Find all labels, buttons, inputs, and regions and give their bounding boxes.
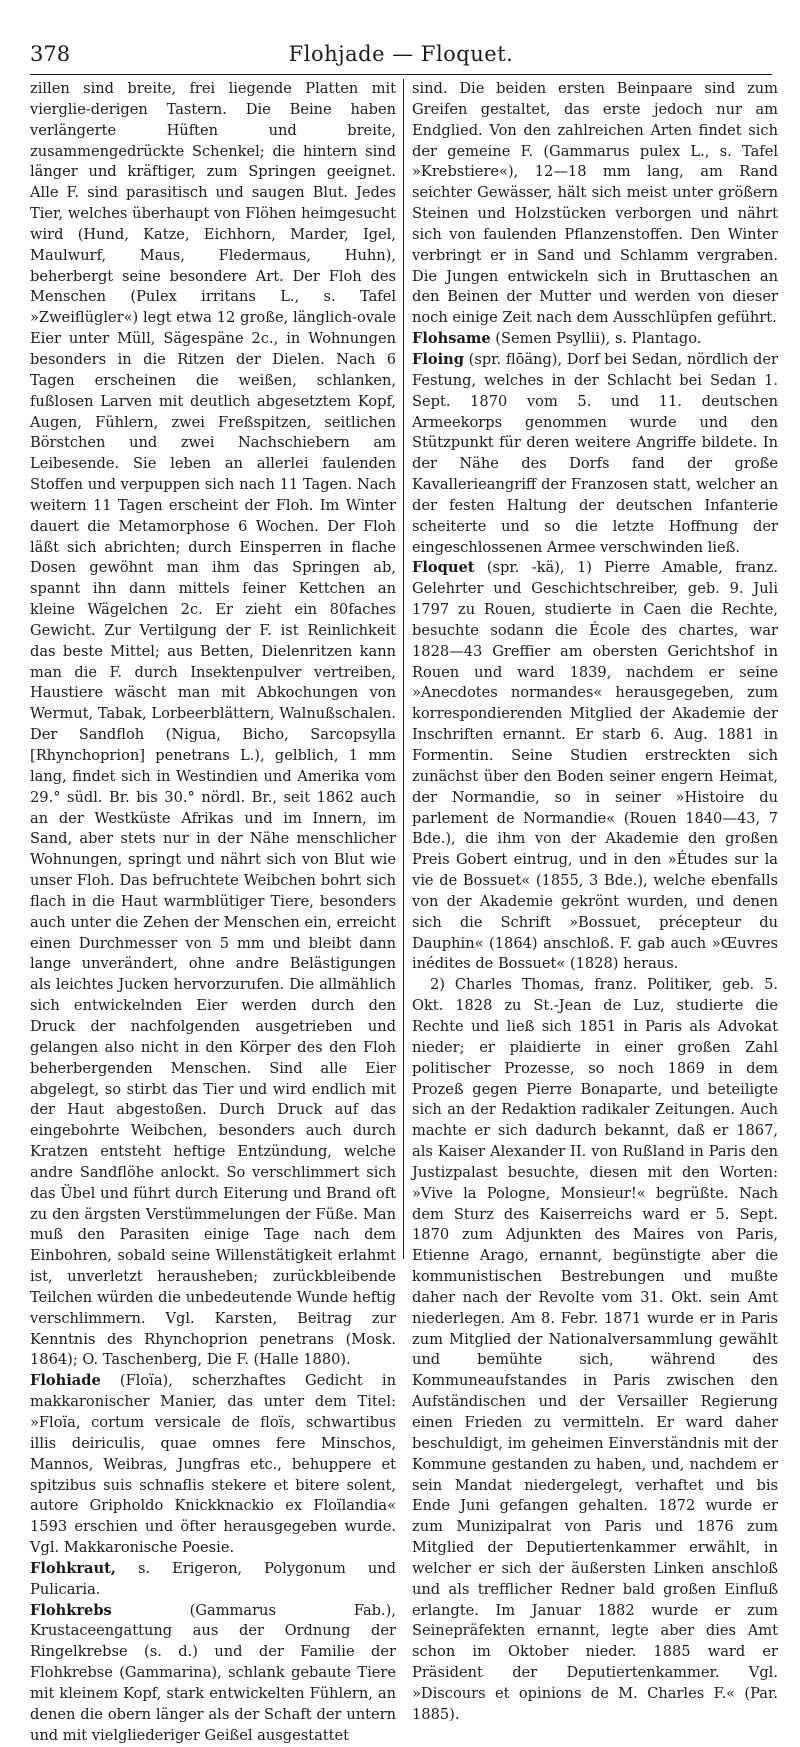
entry-floh-continued: zillen sind breite, frei liegende Platten mit vierglie-derigen Tastern. Die Beine haben verlängerte Hüften und breite, zusammengedrückte Schenkel; die hintern sind länger und kräftiger, zum Springen geeignet. Alle F. sind parasitisch und saugen Blut. Jedes Tier, welches überhaupt von Flöhen heimgesucht wird (Hund, Katze, Eichhorn, Marder, Igel, Maulwurf, Maus, Fledermaus, Huhn), beherbergt seine besondere Art. Der Floh des Menschen (Pulex irritans L., s. Tafel »Zweiflügler«) legt etwa 12 große, länglich-ovale Eier unter Müll, Sägespäne 2c., in Wohnungen besonders in die Ritzen der Dielen. Nach 6 Tagen erscheinen die weißen, schlanken, fußlosen Larven mit deutlich abgesetztem Kopf, Augen, Fühlern, zwei Freßspitzen, seitlichen Börstchen und zwei Nachschiebern am Leibesende. Sie leben an allerlei faulenden Stoffen und verpuppen sich nach 11 Tagen. Nach weitern 11 Tagen erscheint der Floh. Im Winter dauert die Metamorphose 6 Wochen. Der Floh läßt sich abrichten; durch Einsperren in flache Dosen gewöhnt man ihm das Springen ab, spannt ihn dann mittels feiner Kettchen an kleine Wägelchen 2c. Er zieht ein 80faches Gewicht. Zur Vertilgung der F. ist Reinlichkeit das beste Mittel; aus Betten, Dielenritzen kann man die F. durch Insektenpulver vertreiben, Haustiere wäscht man mit Abkochungen von Wermut, Tabak, Lorbeerblättern, Walnußschalen. Der Sandfloh (Nigua, Bicho, Sarcopsylla [Rhynchoprion] penetrans L.), gelblich, 1 mm lang, findet sich in Westindien und Amerika vom 29.° südl. Br. bis 30.° nördl. Br., seit 1862 auch an der Westküste Afrikas und im Innern, im Sand, aber stets nur in der Nähe menschlicher Wohnungen, springt und nährt sich von Blut wie unser Floh. Das befruchtete Weibchen bohrt sich flach in die Haut warmblütiger Tiere, besonders auch unter die Zehen der Menschen ein, erreicht einen Durchmesser von 5 mm und bleibt dann lange unverändert, ohne andre Belästigungen als leichtes Jucken hervorzurufen. Die allmählich sich entwickelnden Eier werden durch den Druck der nachfolgenden ausgetrieben und gelangen also nicht in den Körper des den Floh beherbergenden Menschen. Sind alle Eier abgelegt, so stirbt das Tier und wird endlich mit der Haut abgestoßen. Durch Druck auf das eingebohrte Weibchen, besonders auch durch Kratzen entsteht heftige Entzündung, welche andre Sandflöhe anlockt. So verschlimmert sich das Übel und führt durch Eiterung und Brand oft zu den ärgsten Verstümmelungen der Füße. Man muß den Parasiten einige Tage nach dem Einbohren, sobald seine Willenstätigkeit erlahmt ist, unverletzt herausheben; zurückbleibende Teilchen würden die unbedeutende Wunde heftig verschlimmern. Vgl. Karsten, Beitrag zur Kenntnis des Rhynchoprion penetrans (Mosk. 1864); O. Taschenberg, Die F. (Halle 1880). [30,80,396,1369]
headword: Floquet [412,559,475,577]
text-columns [30,79,778,1744]
entry-text: (Semen Psyllii), s. Plantago. [490,330,702,348]
entry-floquet-2: 2) Charles Thomas, franz. Politiker, geb. 5. Okt. 1828 zu St.-Jean de Luz, studierte die Rechte und ließ sich 1851 in Paris als Advokat nieder; er plaidierte in einer großen Zahl politischer Prozesse, so noch 1869 in dem Prozeß gegen Pierre Bonaparte, und beteiligte sich an der Redaktion radikaler Zeitungen. Auch machte er sich dadurch bekannt, daß er 1867, als Kaiser Alexander II. von Rußland in Paris den Justizpalast besuchte, diesen mit den Worten: »Vive la Pologne, Monsieur!« begrüßte. Nach dem Sturz des Kaiserreichs ward er 5. Sept. 1870 zum Adjunkten des Maires von Paris, Etienne Arago, ernannt, begünstigte aber die kommunistischen Bestrebungen und mußte daher nach der Revolte vom 31. Okt. sein Amt niederlegen. Am 8. Febr. 1871 wurde er in Paris zum Mitglied der Nationalversammlung gewählt und bemühte sich, während des Kommuneaufstandes in Paris zwischen den Aufständischen und der Versailler Regierung einen Frieden zu vermitteln. Er ward daher beschuldigt, im geheimen Einverständnis mit der Kommune gestanden zu haben, und, nachdem er sein Mandat niedergelegt, verhaftet und bis Ende Juni gefangen gehalten. 1872 wurde er zum Munizipalrat von Paris und 1876 zum Mitglied der Deputiertenkammer erwählt, in welcher er sich der äußersten Linken anschloß und als trefflicher Redner bald großen Einfluß erlangte. Im Januar 1882 wurde er zum Seinepräfekten ernannt, legte aber dies Amt schon im Oktober nieder. 1885 ward er Präsident der Deputiertenkammer. Vgl. »Discours et opinions de M. Charles F.« (Par. 1885). [412,976,778,1723]
entry-flohiade [30,1371,396,1559]
headword: Flohkraut, [30,1559,116,1577]
entry-text: (Gammarus Fab.), Krustaceengattung aus der Ordnung der Ringelkrebse (s. d.) und der Familie der Flohkrebse (Gammarina), schlank gebaute Tiere mit kleinem Kopf, stark entwickelten Fühlern, an denen die obern länger als der Schaft der untern und mit vielgliederiger Geißel ausgestattet [30,1601,396,1744]
entry-flohkraut [30,1559,396,1601]
headword: Flohsame [412,330,491,348]
entry-flohkrebs [30,1601,396,1747]
left-column [30,79,396,1744]
headword: Flohkrebs [30,1601,112,1619]
page-header [30,42,772,74]
headword: Flohiade [30,1372,101,1390]
entry-floing [412,350,778,558]
entry-text: (spr. flōäng), Dorf bei Sedan, nördlich der Festung, welches in der Schlacht bei Sedan 1. Sept. 1870 vom 5. und 11. deutschen Armeekorps genommen wurde und den Stützpunkt für deren weitere Angriffe bildete. In der Nähe des Dorfs fand der große Kavallerieangriff der Franzosen statt, welcher an der festen Haltung der deutschen Infanterie scheiterte und so die letzte Hoffnung der eingeschlossenen Armee verschwinden ließ. [412,350,778,556]
header-rule [30,74,772,75]
entry-flohkrebs-continued: sind. Die beiden ersten Beinpaare sind zum Greifen gestaltet, das erste jedoch nur am Endglied. Von den zahlreichen Arten findet sich der gemeine F. (Gammarus pulex L., s. Tafel »Krebstiere«), 12—18 mm lang, am Rand seichter Gewässer, hält sich meist unter größern Steinen und Holzstücken verborgen und nährt sich von faulenden Pflanzenstoffen. Den Winter verbringt er in Sand und Schlamm vergraben. Die Jungen entwickeln sich in Bruttaschen an den Beinen der Mutter und werden von dieser noch einige Zeit nach dem Ausschlüpfen geführt. [412,80,778,327]
running-head: Flohjade — Floquet. [288,42,514,66]
page-number: 378 [30,42,71,66]
entry-text: (Floïa), scherzhaftes Gedicht in makkaronischer Manier, das unter dem Titel: »Floïa, cortum versicale de floïs, schwartibus illis deiriculis, quae omnes fere Minschos, Mannos, Weibras, Jungfras etc., behuppere et spitzibus suis schnaflis stekere et bitere solent, autore Gripholdo Knickknackio ex Floïlandia« 1593 erschien und öfter herausgegeben wurde. Vgl. Makkaronische Poesie. [30,1372,396,1557]
entry-floquet [412,558,778,975]
headword: Floing [412,350,464,368]
entry-text: (spr. -kä), 1) Pierre Amable, franz. Gelehrter und Geschichtschreiber, geb. 9. Juli 1797 zu Rouen, studierte in Caen die Rechte, besuchte sodann die École des chartes, war 1828—43 Greffier am obersten Gerichtshof in Rouen und ward 1839, nachdem er seine »Anecdotes normandes« herausgegeben, zum korrespondierenden Mitglied der Akademie der Inschriften ernannt. Er starb 6. Aug. 1881 in Formentin. Seine Studien erstreckten sich zunächst über den Boden seiner engern Heimat, der Normandie, so in seiner »Histoire du parlement de Normandie« (Rouen 1840—43, 7 Bde.), die ihm von der Akademie den großen Preis Gobert eintrug, und in den »Études sur la vie de Bossuet« (1855, 3 Bde.), welche ebenfalls von der Akademie gekrönt wurden, und denen sich die Schrift »Bossuet, précepteur du Dauphin« (1864) anschloß. F. gab auch »Œuvres inédites de Bossuet« (1828) heraus. [412,559,778,973]
column-divider [403,79,404,1259]
entry-text: s. Erigeron, Polygonum und Pulicaria. [30,1559,396,1598]
right-column [412,79,778,1723]
entry-flohsame [412,329,778,350]
